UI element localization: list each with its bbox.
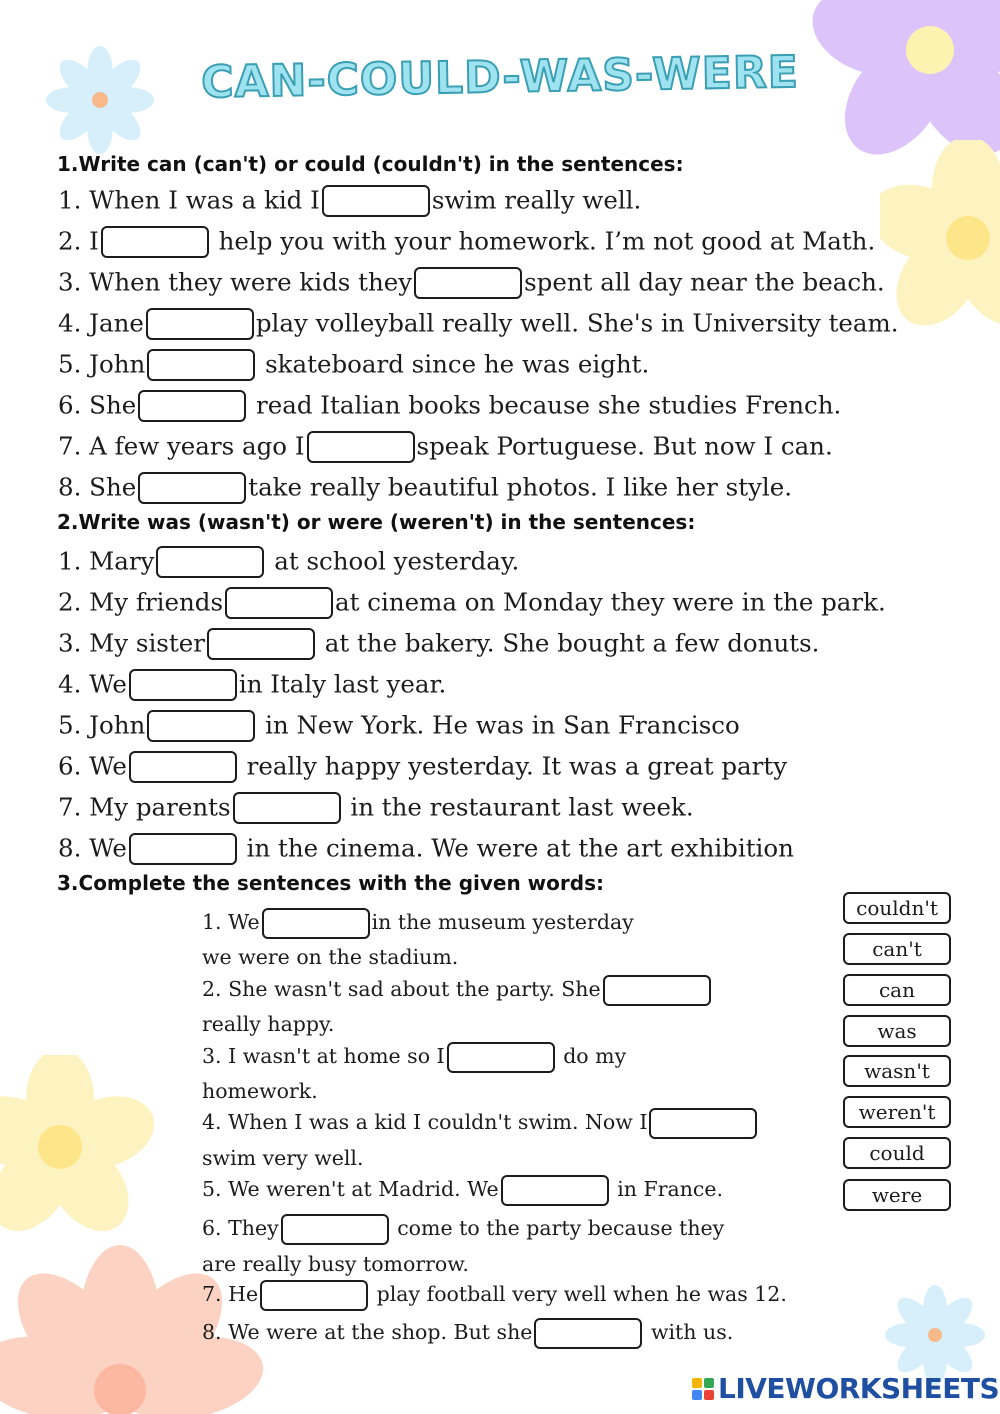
s3-item-5: 5. We weren't at Madrid. We in France. (202, 1175, 723, 1206)
answer-input[interactable] (129, 751, 237, 783)
answer-input[interactable] (147, 710, 255, 742)
answer-input[interactable] (534, 1318, 642, 1349)
s3-item-7: 7. He play football very well when he was 12. (202, 1280, 787, 1311)
s1-item-7: 7. A few years ago I speak Portuguese. But now I can. (58, 431, 833, 461)
answer-input[interactable] (129, 833, 237, 865)
s1-item-3: 3. When they were kids they spent all day near the beach. (58, 267, 885, 297)
answer-input[interactable] (260, 1280, 368, 1311)
s1-item-8: 8. She take really beautiful photos. I like her style. (58, 472, 793, 502)
s2-item-7: 7. My parents in the restaurant last week. (58, 792, 694, 822)
answer-input[interactable] (147, 349, 255, 381)
s3-item-4: 4. When I was a kid I couldn't swim. Now I (202, 1108, 759, 1139)
answer-input[interactable] (101, 226, 209, 258)
word-bank-item[interactable]: wasn't (843, 1055, 951, 1087)
s3-item-6-cont: are really busy tomorrow. (202, 1252, 469, 1276)
answer-input[interactable] (603, 975, 711, 1006)
answer-input[interactable] (138, 472, 246, 504)
s1-item-2: 2. I help you with your homework. I’m not good at Math. (58, 226, 876, 256)
answer-input[interactable] (225, 587, 333, 619)
s1-item-5: 5. John skateboard since he was eight. (58, 349, 650, 379)
answer-input[interactable] (447, 1042, 555, 1073)
answer-input[interactable] (322, 185, 430, 217)
s3-item-8: 8. We were at the shop. But she with us. (202, 1318, 733, 1349)
answer-input[interactable] (146, 308, 254, 340)
s3-item-3: 3. I wasn't at home so I do my (202, 1042, 626, 1073)
answer-input[interactable] (307, 431, 415, 463)
word-bank-item[interactable]: can (843, 974, 951, 1006)
word-bank-item[interactable]: was (843, 1015, 951, 1047)
answer-input[interactable] (281, 1214, 389, 1245)
answer-input[interactable] (414, 267, 522, 299)
s1-item-6: 6. She read Italian books because she studies French. (58, 390, 842, 420)
answer-input[interactable] (129, 669, 237, 701)
s3-item-2: 2. She wasn't sad about the party. She (202, 975, 713, 1006)
s3-item-2-cont: really happy. (202, 1012, 335, 1036)
word-bank-item[interactable]: couldn't (843, 892, 951, 924)
section3-heading: 3.Complete the sentences with the given words: (57, 871, 604, 895)
s3-item-1-cont: we were on the stadium. (202, 945, 459, 969)
s2-item-8: 8. We in the cinema. We were at the art exhibition (58, 833, 794, 863)
answer-input[interactable] (207, 628, 315, 660)
s3-item-6: 6. They come to the party because they (202, 1214, 724, 1245)
liveworksheets-mark-icon (692, 1378, 714, 1400)
answer-input[interactable] (649, 1108, 757, 1139)
answer-input[interactable] (233, 792, 341, 824)
s3-item-3-cont: homework. (202, 1079, 318, 1103)
s3-item-1: 1. We in the museum yesterday (202, 908, 634, 939)
answer-input[interactable] (501, 1175, 609, 1206)
s2-item-5: 5. John in New York. He was in San Francisco (58, 710, 740, 740)
s2-item-1: 1. Mary at school yesterday. (58, 546, 520, 576)
answer-input[interactable] (156, 546, 264, 578)
s2-item-2: 2. My friends at cinema on Monday they were in the park. (58, 587, 886, 617)
answer-input[interactable] (262, 908, 370, 939)
section1-heading: 1.Write can (can't) or could (couldn't) in the sentences: (57, 152, 684, 176)
answer-input[interactable] (138, 390, 246, 422)
worksheet-title: CAN-COULD-WAS-WERE (200, 46, 800, 109)
section2-heading: 2.Write was (wasn't) or were (weren't) in the sentences: (57, 510, 696, 534)
liveworksheets-logo: LIVEWORKSHEETS (692, 1372, 999, 1405)
s3-item-4-cont: swim very well. (202, 1146, 364, 1170)
s2-item-4: 4. We in Italy last year. (58, 669, 447, 699)
word-bank-item[interactable]: can't (843, 933, 951, 965)
word-bank-item[interactable]: were (843, 1179, 951, 1211)
s2-item-3: 3. My sister at the bakery. She bought a few donuts. (58, 628, 820, 658)
word-bank-item[interactable]: weren't (843, 1096, 951, 1128)
word-bank-item[interactable]: could (843, 1137, 951, 1169)
s1-item-1: 1. When I was a kid I swim really well. (58, 185, 642, 215)
s2-item-6: 6. We really happy yesterday. It was a great party (58, 751, 788, 781)
s1-item-4: 4. Jane play volleyball really well. She's in University team. (58, 308, 899, 338)
